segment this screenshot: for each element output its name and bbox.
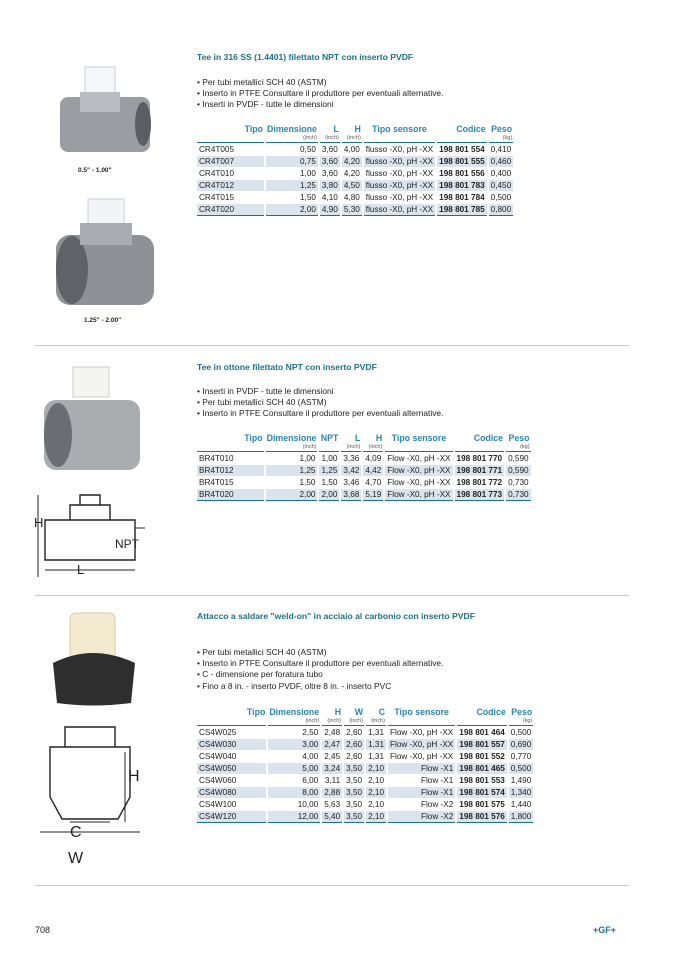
table-cell: 3,50 — [346, 812, 363, 821]
table-cell: 4,00 — [343, 145, 360, 154]
table-cell: 0,500 — [510, 764, 532, 773]
code-cell: 198 801 464 — [459, 728, 505, 737]
divider — [35, 345, 629, 346]
type-cell: CR4T005 — [199, 145, 235, 154]
table-cell: 2,00 — [321, 490, 338, 499]
table-cell: 5,00 — [268, 763, 320, 774]
table-cell: 3,42 — [343, 466, 360, 475]
code-cell: 198 801 772 — [456, 478, 503, 487]
type-cell: CR4T015 — [199, 193, 235, 202]
table-cell: 10,00 — [297, 800, 319, 809]
column-header: Tipo — [244, 124, 264, 134]
unit-label: (inch) — [366, 718, 386, 726]
table-cell: 1,31 — [368, 740, 385, 749]
unit-label — [457, 718, 507, 726]
table-cell: Flow -X0, pH -XX — [387, 478, 451, 487]
column-header: Tipo — [246, 707, 266, 717]
unit-label: (inch) — [344, 718, 364, 726]
table-cell: 1,25 — [321, 466, 338, 475]
code-cell: 198 801 555 — [439, 157, 485, 166]
table-cell: 2,88 — [324, 788, 341, 797]
table-cell: 5,30 — [343, 205, 360, 214]
unit-row — [197, 444, 531, 452]
code-cell: 198 801 553 — [459, 776, 505, 785]
table-cell: flusso -X0, pH -XX — [365, 169, 434, 178]
unit-label — [385, 444, 452, 452]
table-cell: 3,60 — [321, 169, 338, 178]
column-header: W — [354, 707, 364, 717]
table-cell: 3,60 — [321, 145, 338, 154]
column-header: H — [354, 124, 361, 134]
header-row — [197, 124, 513, 134]
code-cell: 198 801 784 — [439, 193, 485, 202]
section-title: Tee in 316 SS (1.4401) filettato NPT con inserto PVDF — [197, 52, 414, 62]
feature-item: • C - dimensione per foratura tubo — [197, 669, 443, 680]
type-cell: CS4W080 — [197, 787, 266, 798]
table-cell: 1,25 — [266, 180, 318, 191]
feature-item: • Per tubi metallici SCH 40 (ASTM) — [197, 77, 443, 88]
table-cell: Flow -X0, pH -XX — [387, 454, 451, 463]
column-header: Peso — [491, 124, 513, 134]
table-cell: Flow -X0, pH -XX — [390, 728, 454, 737]
table-cell: 1,00 — [299, 169, 316, 178]
column-header: Tipo sensore — [372, 124, 427, 134]
size-caption-small: 0.5" - 1.00" — [78, 167, 112, 174]
unit-label: (inch) — [341, 444, 361, 452]
table-cell: 2,48 — [324, 728, 341, 737]
table-row — [197, 489, 531, 501]
unit-label — [197, 444, 264, 452]
column-header: Dimensione — [269, 707, 320, 717]
page-number: 708 — [35, 925, 51, 935]
unit-label: (inch) — [363, 444, 383, 452]
table-cell: 3,24 — [324, 764, 341, 773]
feature-item: • Per tubi metallici SCH 40 (ASTM) — [197, 647, 443, 658]
table-cell: 4,42 — [365, 466, 382, 475]
table-cell: 2,47 — [324, 740, 341, 749]
table-cell: 0,730 — [508, 478, 529, 487]
table-cell: Flow -X2 — [420, 800, 454, 809]
unit-label: (inch) — [266, 444, 318, 452]
code-cell: 198 801 574 — [459, 788, 505, 797]
table-cell: 5,63 — [324, 800, 341, 809]
ss-tee-small-image — [55, 62, 155, 167]
type-cell: CS4W100 — [199, 800, 237, 809]
table-cell: 1,25 — [266, 465, 318, 476]
diagram-label-w: W — [68, 850, 84, 867]
code-cell: 198 801 773 — [456, 490, 503, 499]
code-cell: 198 801 557 — [459, 740, 505, 749]
table-cell: 0,410 — [490, 145, 512, 154]
table-cell: 1,50 — [321, 478, 338, 487]
product-table — [195, 432, 533, 502]
product-table — [195, 123, 515, 217]
feature-item: • Inserto in PTFE Consultare il produttore per eventuali alternative. — [197, 658, 443, 669]
unit-label: (kg) — [509, 718, 534, 726]
feature-item: • Per tubi metallici SCH 40 (ASTM) — [197, 397, 443, 408]
table-cell: 4,09 — [365, 454, 382, 463]
feature-item: • Inserti in PVDF - tutte le dimensioni — [197, 386, 443, 397]
column-header: Peso — [511, 707, 533, 717]
column-header: Codice — [473, 433, 504, 443]
table-cell: 0,590 — [508, 466, 529, 475]
table-cell: 1,00 — [321, 454, 338, 463]
unit-label — [388, 718, 455, 726]
column-header: L — [354, 433, 361, 443]
table-cell: 0,400 — [490, 169, 512, 178]
table-cell: 2,10 — [368, 764, 385, 773]
table-cell: 1,50 — [299, 478, 316, 487]
header-row — [197, 707, 533, 717]
table-cell: Flow -X0, pH -XX — [387, 490, 451, 499]
feature-list — [197, 647, 443, 692]
unit-label: (inch) — [320, 135, 340, 143]
table-row — [197, 787, 533, 798]
table-cell: 0,770 — [510, 752, 532, 761]
table-cell: 0,590 — [508, 454, 529, 463]
table-cell: 3,50 — [346, 764, 363, 773]
column-header: H — [334, 707, 342, 717]
table-row — [197, 477, 531, 488]
table-cell: 1,340 — [510, 788, 532, 797]
type-cell: BR4T010 — [199, 454, 234, 463]
table-cell: 4,50 — [343, 181, 360, 190]
table-cell: 3,50 — [346, 800, 363, 809]
code-cell: 198 801 785 — [439, 205, 485, 214]
table-cell: 1,490 — [510, 776, 532, 785]
table-cell: 3,60 — [321, 157, 338, 166]
table-cell: Flow -X0, pH -XX — [390, 740, 454, 749]
table-cell: 3,11 — [324, 776, 341, 785]
table-row — [197, 144, 513, 155]
unit-label — [364, 135, 435, 143]
weld-on-fitting-image — [45, 608, 145, 708]
feature-list — [197, 77, 443, 111]
table-row — [197, 168, 513, 179]
type-cell: CS4W120 — [197, 811, 266, 823]
table-cell: 4,10 — [321, 193, 338, 202]
table-cell: 2,60 — [346, 728, 363, 737]
table-cell: 0,50 — [299, 145, 316, 154]
column-header: Dimensione — [266, 433, 317, 443]
code-cell: 198 801 554 — [439, 145, 485, 154]
table-row — [197, 775, 533, 786]
column-header: NPT — [320, 433, 339, 443]
diagram-label-npt: NPT — [115, 537, 139, 551]
table-cell: 12,00 — [268, 811, 320, 823]
table-cell: 2,00 — [266, 204, 318, 216]
code-cell: 198 801 783 — [439, 181, 485, 190]
gf-logo: +GF+ — [593, 925, 617, 935]
table-row — [197, 727, 533, 738]
table-row — [197, 453, 531, 464]
code-cell: 198 801 576 — [459, 812, 505, 821]
column-header: Codice — [456, 124, 486, 134]
section-title: Attacco a saldare "weld-on" in acciaio al carbonio con inserto PVDF — [197, 611, 475, 621]
table-cell: 1,31 — [368, 752, 385, 761]
unit-label — [319, 444, 339, 452]
table-cell: flusso -X0, pH -XX — [365, 205, 434, 214]
diagram-label-c: C — [70, 824, 82, 841]
table-row — [197, 465, 531, 476]
divider — [35, 885, 629, 886]
table-cell: 2,10 — [368, 776, 385, 785]
table-row — [197, 739, 533, 750]
table-cell: 3,68 — [343, 490, 360, 499]
unit-label: (kg) — [489, 135, 514, 143]
table-row — [197, 751, 533, 762]
feature-item: • Inserto in PTFE Consultare il produttore per eventuali alternative. — [197, 408, 443, 419]
table-cell: 0,460 — [490, 157, 512, 166]
table-cell: 3,00 — [268, 739, 320, 750]
table-cell: 1,31 — [368, 728, 385, 737]
table-cell: 3,50 — [346, 788, 363, 797]
table-cell: 4,90 — [321, 205, 338, 214]
unit-row — [197, 135, 513, 143]
column-header: Tipo sensore — [391, 433, 447, 443]
table-cell: 4,70 — [365, 478, 382, 487]
type-cell: CS4W050 — [197, 763, 266, 774]
table-cell: flusso -X0, pH -XX — [365, 145, 434, 154]
table-cell: 2,50 — [302, 728, 319, 737]
diagram-label-h: H — [34, 515, 44, 530]
table-row — [197, 180, 513, 191]
table-cell: Flow -X1 — [388, 787, 455, 798]
column-header: Tipo sensore — [394, 707, 449, 717]
brass-tee-image — [38, 365, 148, 480]
diagram-label-h: H — [128, 768, 140, 785]
weld-on-dimension-diagram — [30, 722, 150, 872]
unit-label: (kg) — [506, 444, 531, 452]
table-cell: Flow -X1 — [388, 763, 455, 774]
diagram-label-l: L — [77, 562, 85, 577]
code-cell: 198 801 771 — [456, 466, 503, 475]
type-cell: CS4W060 — [199, 776, 237, 785]
table-cell: 0,500 — [490, 193, 512, 202]
table-cell: 1,50 — [299, 193, 316, 202]
divider — [35, 595, 629, 596]
table-cell: 2,10 — [368, 800, 385, 809]
type-cell: BR4T015 — [199, 478, 234, 487]
table-cell: 0,690 — [510, 740, 532, 749]
type-cell: CS4W025 — [199, 728, 237, 737]
column-header: Peso — [508, 433, 530, 443]
table-cell: 0,450 — [490, 181, 512, 190]
table-cell: 3,46 — [343, 478, 360, 487]
table-row — [197, 192, 513, 203]
unit-label: (inch) — [268, 718, 320, 726]
product-table — [195, 706, 535, 824]
table-cell: 4,20 — [343, 157, 360, 166]
table-row — [197, 811, 533, 823]
table-cell: 0,730 — [508, 490, 529, 499]
table-cell: flusso -X0, pH -XX — [365, 157, 434, 166]
column-header: C — [378, 707, 386, 717]
table-cell: Flow -X0, pH -XX — [387, 466, 451, 475]
table-cell: 5,19 — [365, 490, 382, 499]
code-cell: 198 801 552 — [459, 752, 505, 761]
table-cell: 2,10 — [368, 812, 385, 821]
table-cell: Flow -X2 — [388, 811, 455, 823]
unit-label: (inch) — [266, 135, 318, 143]
type-cell: BR4T012 — [197, 465, 264, 476]
unit-label — [437, 135, 487, 143]
column-header: Codice — [476, 707, 506, 717]
type-cell: BR4T020 — [197, 489, 264, 501]
table-cell: 0,75 — [266, 156, 318, 167]
type-cell: CR4T012 — [197, 180, 264, 191]
unit-label: (inch) — [342, 135, 362, 143]
feature-item: • Inserto in PTFE Consultare il produttore per eventuali alternative. — [197, 88, 443, 99]
type-cell: CR4T007 — [197, 156, 264, 167]
table-cell: 0,500 — [510, 728, 532, 737]
code-cell: 198 801 575 — [459, 800, 505, 809]
column-header: L — [333, 124, 339, 134]
table-cell: 3,80 — [321, 181, 338, 190]
code-cell: 198 801 770 — [456, 454, 503, 463]
table-row — [197, 156, 513, 167]
type-cell: CS4W030 — [197, 739, 266, 750]
table-cell: 0,800 — [490, 205, 512, 214]
table-cell: 3,50 — [346, 776, 363, 785]
table-row — [197, 763, 533, 774]
table-cell: flusso -X0, pH -XX — [365, 193, 434, 202]
table-cell: flusso -X0, pH -XX — [365, 181, 434, 190]
header-row — [197, 433, 531, 443]
table-cell: 2,00 — [266, 489, 318, 501]
table-cell: Flow -X1 — [420, 776, 454, 785]
column-header: H — [375, 433, 383, 443]
table-cell: 4,20 — [343, 169, 360, 178]
table-cell: 5,40 — [324, 812, 341, 821]
unit-label — [455, 444, 505, 452]
table-cell: Flow -X0, pH -XX — [390, 752, 454, 761]
section-title: Tee in ottone filettato NPT con inserto PVDF — [197, 362, 377, 372]
size-caption-large: 1.25" - 2.00" — [84, 317, 122, 324]
table-cell: 2,60 — [346, 740, 363, 749]
table-cell: 8,00 — [268, 787, 320, 798]
code-cell: 198 801 556 — [439, 169, 485, 178]
table-cell: 2,60 — [346, 752, 363, 761]
table-row — [197, 204, 513, 216]
table-cell: 4,80 — [343, 193, 360, 202]
column-header: Dimensione — [267, 124, 317, 134]
table-cell: 1,800 — [510, 812, 532, 821]
column-header: Tipo — [244, 433, 263, 443]
unit-label: (inch) — [322, 718, 342, 726]
table-cell: 1,440 — [510, 800, 532, 809]
table-cell: 1,00 — [299, 454, 316, 463]
feature-list — [197, 386, 443, 420]
type-cell: CS4W040 — [199, 752, 237, 761]
feature-item: • Inserti in PVDF - tutte le dimensioni — [197, 99, 443, 110]
table-cell: 6,00 — [302, 776, 319, 785]
table-cell: 2,45 — [324, 752, 341, 761]
unit-label — [197, 718, 266, 726]
ss-tee-large-image — [50, 195, 160, 313]
table-row — [197, 799, 533, 810]
unit-label — [197, 135, 264, 143]
type-cell: CR4T020 — [197, 204, 264, 216]
code-cell: 198 801 465 — [459, 764, 505, 773]
table-cell: 2,10 — [368, 788, 385, 797]
unit-row — [197, 718, 533, 726]
table-cell: 4,00 — [302, 752, 319, 761]
feature-item: • Fino a 8 in. - inserto PVDF, oltre 8 in. - inserto PVC — [197, 681, 443, 692]
type-cell: CR4T010 — [199, 169, 235, 178]
table-cell: 3,36 — [343, 454, 360, 463]
